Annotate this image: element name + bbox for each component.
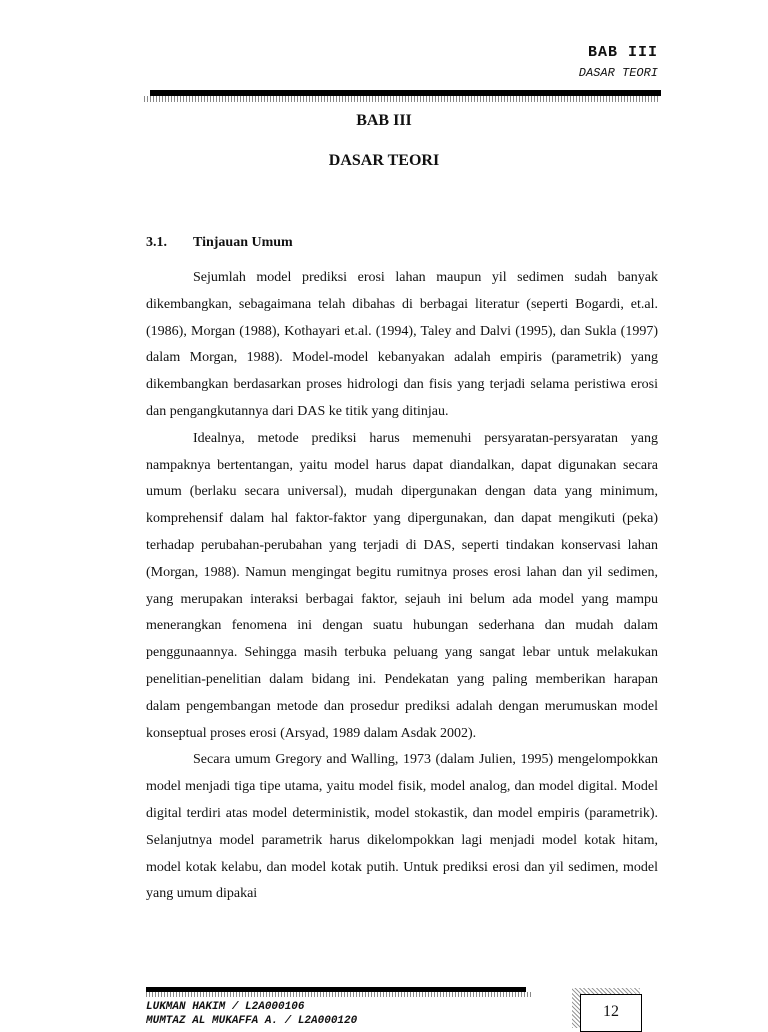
chapter-number-title: BAB III [356,112,412,129]
footer-rule-pattern [146,992,532,997]
body-text [146,265,658,908]
paragraph: Idealnya, metode prediksi harus memenuhi persyaratan-persyaratan yang nampaknya bertentangan, yaitu model harus dapat diandalkan, dapat digunakan secara umum (berlaku secara universal), mudah dipergunakan dengan data yang minimum, komprehensif dalam hal faktor-faktor yang dipergunakan, dan dapat mengikuti (peka) terhadap perubahan-perubahan yang terjadi di DAS, seperti tindakan konservasi lahan (Morgan, 1988). Namun mengingat begitu rumitnya proses erosi lahan dan yil sedimen, yang merupakan interaksi berbagai faktor, sejauh ini belum ada model yang mampu menerangkan fenomena ini dengan suatu hubungan sederhana dan mudah dalam penggunaannya. Sehingga masih terbuka peluang yang sangat lebar untuk melakukan penelitian-penelitian dalam bidang ini. Pendekatan yang paling memberikan harapan dalam pengembangan metode dan prosedur prediksi adalah dengan merumuskan model konseptual proses erosi (Arsyad, 1989 dalam Asdak 2002). [146,430,658,741]
section-number: 3.1. [146,235,167,250]
running-header-subtitle: DASAR TEORI [578,66,658,80]
header-rule-pattern [144,96,658,102]
chapter-name-title: DASAR TEORI [328,152,440,169]
running-header-chapter: BAB III [587,44,658,61]
footer-author-1: LUKMAN HAKIM / L2A000106 [146,1001,305,1013]
paragraph: Sejumlah model prediksi erosi lahan maupun yil sedimen sudah banyak dikembangkan, sebagaimana telah dibahas di berbagai literatur (seperti Bogardi, et.al. (1986), Morgan (1988), Kothayari et.al. (1994), Taley and Dalvi (1995), dan Sukla (1997) dalam Morgan, 1988). Model-model kebanyakan adalah empiris (parametrik) yang dikembangkan berdasarkan proses hidrologi dan fisis yang terjadi selama peristiwa erosi dan pengangkutannya dari DAS ke titik yang ditinjau. [146,270,658,419]
section-heading [146,235,293,251]
page-number: 12 [580,994,642,1032]
paragraph: Secara umum Gregory and Walling, 1973 (dalam Julien, 1995) mengelompokkan model menjadi tiga tipe utama, yaitu model fisik, model analog, dan model digital. Model digital terdiri atas model deterministik, model stokastik, dan model empiris (parametrik). Selanjutnya model parametrik harus dikelompokkan lagi menjadi model kotak hitam, model kotak kelabu, dan model kotak putih. Untuk prediksi erosi dan yil sedimen, model yang umum dipakai [146,752,658,902]
section-title: Tinjauan Umum [193,235,293,250]
footer-author-2: MUMTAZ AL MUKAFFA A. / L2A000120 [146,1015,358,1027]
